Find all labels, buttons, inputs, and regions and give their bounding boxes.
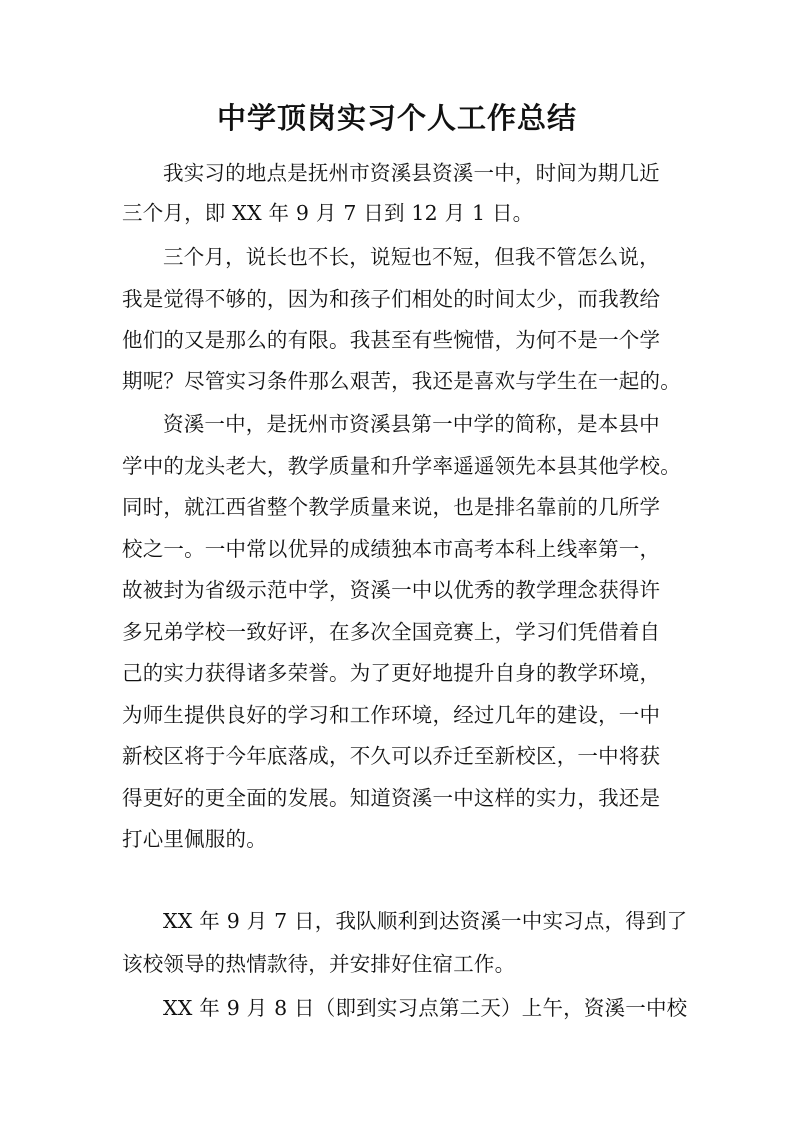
paragraph-line: 资溪一中，是抚州市资溪县第一中学的简称，是本县中 [163,412,660,436]
paragraph-line: 得更好的更全面的发展。知道资溪一中这样的实力，我还是 [122,786,661,810]
paragraph-line: 新校区将于今年底落成，不久可以乔迁至新校区，一中将获 [122,744,661,768]
paragraph-line: XX 年 9 月 7 日，我队顺利到达资溪一中实习点，得到了 [163,909,688,933]
paragraph-line: 为师生提供良好的学习和工作环境，经过几年的建设，一中 [122,703,661,727]
paragraph-line: 他们的又是那么的有限。我甚至有些惋惜，为何不是一个学 [122,328,661,352]
paragraph-line: 校之一。一中常以优异的成绩独本市高考本科上线率第一， [122,537,661,561]
paragraph-line: 学中的龙头老大，教学质量和升学率遥遥领先本县其他学校。 [122,454,681,478]
paragraph-line: XX 年 9 月 8 日（即到实习点第二天）上午，资溪一中校 [163,996,688,1020]
paragraph-line: 三个月，说长也不长，说短也不短，但我不管怎么说， [163,245,660,269]
paragraph-line: 同时，就江西省整个教学质量来说，也是排名靠前的几所学 [122,495,661,519]
paragraph-line: 该校领导的热情款待，并安排好住宿工作。 [122,952,516,976]
paragraph-line: 打心里佩服的。 [122,827,267,851]
document-title: 中学顶岗实习个人工作总结 [216,101,577,135]
paragraph-line: 期呢？尽管实习条件那么艰苦，我还是喜欢与学生在一起的。 [122,369,681,393]
paragraph-line: 多兄弟学校一致好评，在多次全国竞赛上，学习们凭借着自 [122,620,661,644]
paragraph-line: 己的实力获得诸多荣誉。为了更好地提升自身的教学环境， [122,661,661,685]
paragraph-line: 我实习的地点是抚州市资溪县资溪一中，时间为期几近 [163,161,660,185]
paragraph-line: 三个月，即 XX 年 9 月 7 日到 12 月 1 日。 [122,201,534,225]
paragraph-line: 故被封为省级示范中学，资溪一中以优秀的教学理念获得许 [122,578,661,602]
paragraph-line: 我是觉得不够的，因为和孩子们相处的时间太少，而我教给 [122,287,661,311]
